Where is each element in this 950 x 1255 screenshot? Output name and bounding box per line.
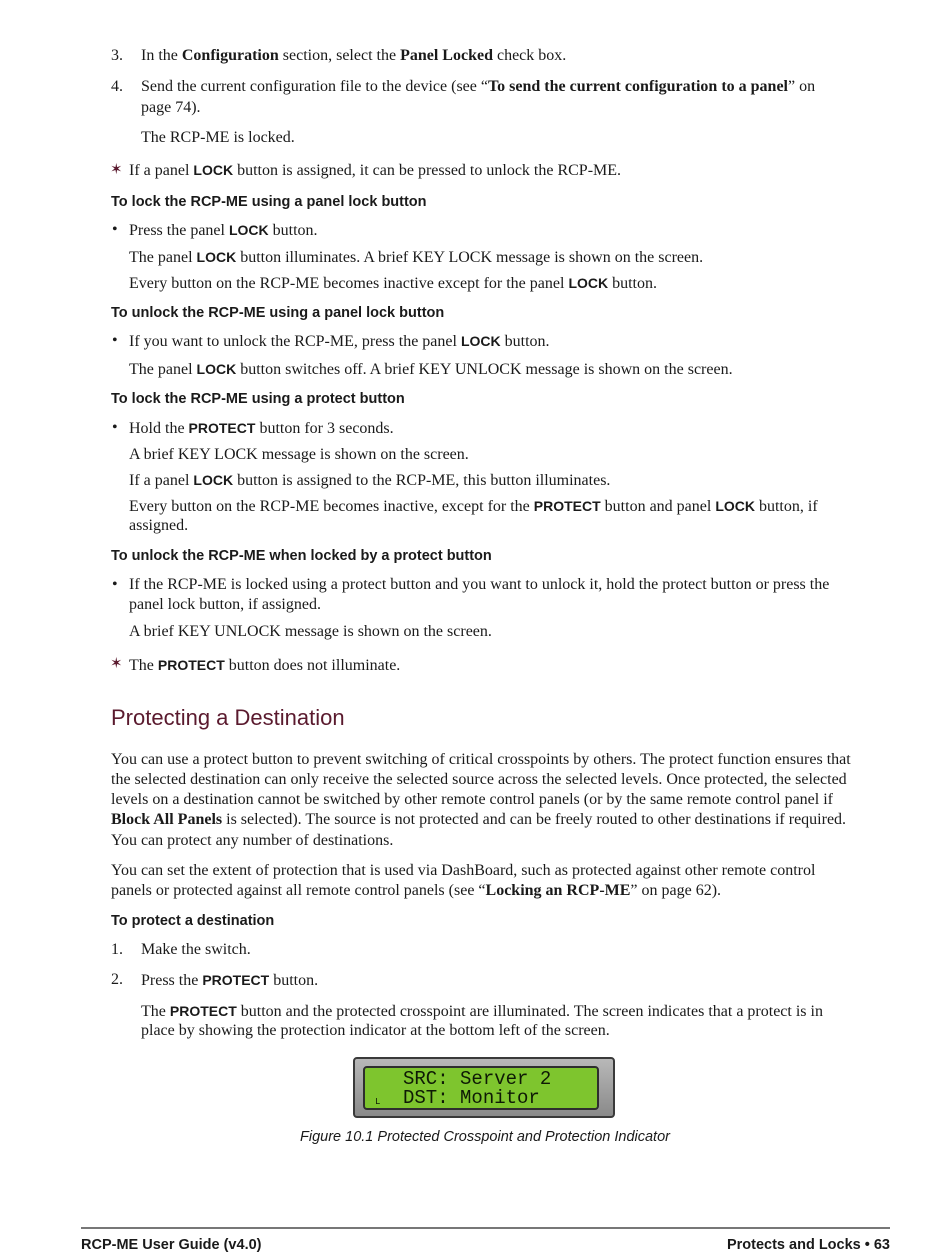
bullet-text: If the RCP-ME is locked using a protect button and you want to unlock it, hold the protect button or press the [129,576,830,593]
result-text: If a panel LOCK button is assigned to the RCP-ME, this button illuminates. [129,472,611,489]
lcd-screen [363,1066,599,1110]
note-star-icon: ✶ [110,656,123,672]
bullet-icon: • [112,221,118,238]
procedure-heading: To lock the RCP-ME using a protect button [111,391,405,407]
step-4-text: Send the current configuration file to the device (see “To send the current configuration to a panel” on [141,78,816,95]
footer-page-number: Protects and Locks • 63 [726,1237,890,1253]
procedure-heading: To lock the RCP-ME using a panel lock button [111,194,427,210]
result-text: A brief KEY UNLOCK message is shown on the screen. [129,623,492,640]
paragraph-line: Block All Panels is selected). The source is not protected and can be freely routed to other destinations if required. [111,811,847,828]
bullet-text: Press the panel LOCK button. [129,222,318,239]
paragraph-line: the selected destination can only receive the selected source across the selected levels. Once protected, the selected [111,771,847,788]
note-star-icon: ✶ [110,162,123,178]
bullet-icon: • [112,332,118,349]
paragraph-line: You can set the extent of protection that is used via DashBoard, such as protected against other remote control [111,862,816,879]
footer-doc-title: RCP-ME User Guide (v4.0) [81,1237,262,1253]
step-text: Make the switch. [141,941,251,958]
result-text: The panel LOCK button illuminates. A brief KEY LOCK message is shown on the screen. [129,249,704,266]
procedure-heading: To unlock the RCP-ME when locked by a protect button [111,548,492,564]
bullet-icon: • [112,576,118,593]
result-text: Every button on the RCP-ME becomes inactive except for the panel LOCK button. [129,275,657,292]
step-4-text-line2: page 74). [141,99,201,116]
result-text: The panel LOCK button switches off. A brief KEY UNLOCK message is shown on the screen. [129,361,733,378]
procedure-heading: To protect a destination [111,913,275,929]
step-number: 3. [111,47,123,64]
step-number: 1. [111,941,123,958]
lcd-panel-figure [353,1057,615,1118]
step-number: 2. [111,971,123,988]
lcd-source-line: SRC: Server 2 [403,1068,552,1090]
result-text: The PROTECT button and the protected crosspoint are illuminated. The screen indicates that a protect is in [141,1003,823,1020]
result-text-line2: assigned. [129,517,189,534]
step-4-result: The RCP-ME is locked. [141,129,295,146]
bullet-text: Hold the PROTECT button for 3 seconds. [129,420,394,437]
footer-divider [81,1227,890,1229]
paragraph-line: levels on a destination cannot be switched by other remote control panels (or by the same remote control panel if [111,791,833,808]
result-text-line2: place by showing the protection indicator at the bottom left of the screen. [141,1022,610,1039]
note-text: The PROTECT button does not illuminate. [129,657,401,674]
section-title: Protecting a Destination [111,705,345,730]
step-3-text: In the Configuration section, select the Panel Locked check box. [141,47,567,64]
bullet-text: If you want to unlock the RCP-ME, press the panel LOCK button. [129,333,550,350]
figure-caption: Figure 10.1 Protected Crosspoint and Protection Indicator [300,1129,670,1145]
step-text: Press the PROTECT button. [141,972,319,989]
note-text: If a panel LOCK button is assigned, it can be pressed to unlock the RCP-ME. [129,162,622,179]
paragraph-line: You can protect any number of destinations. [111,832,394,849]
bullet-text-line2: panel lock button, if assigned. [129,596,321,613]
protection-indicator: L [375,1097,381,1107]
result-text: Every button on the RCP-ME becomes inactive, except for the PROTECT button and panel LOCK button, if [129,498,818,515]
lcd-destination-line: DST: Monitor [403,1087,540,1109]
procedure-heading: To unlock the RCP-ME using a panel lock button [111,305,445,321]
paragraph-line: You can use a protect button to prevent switching of critical crosspoints by others. The protect function ensures that [111,751,851,768]
bullet-icon: • [112,419,118,436]
paragraph-line: panels or protected against all remote control panels (see “Locking an RCP-ME” on page 62). [111,882,722,899]
step-number: 4. [111,78,123,95]
result-text: A brief KEY LOCK message is shown on the screen. [129,446,469,463]
